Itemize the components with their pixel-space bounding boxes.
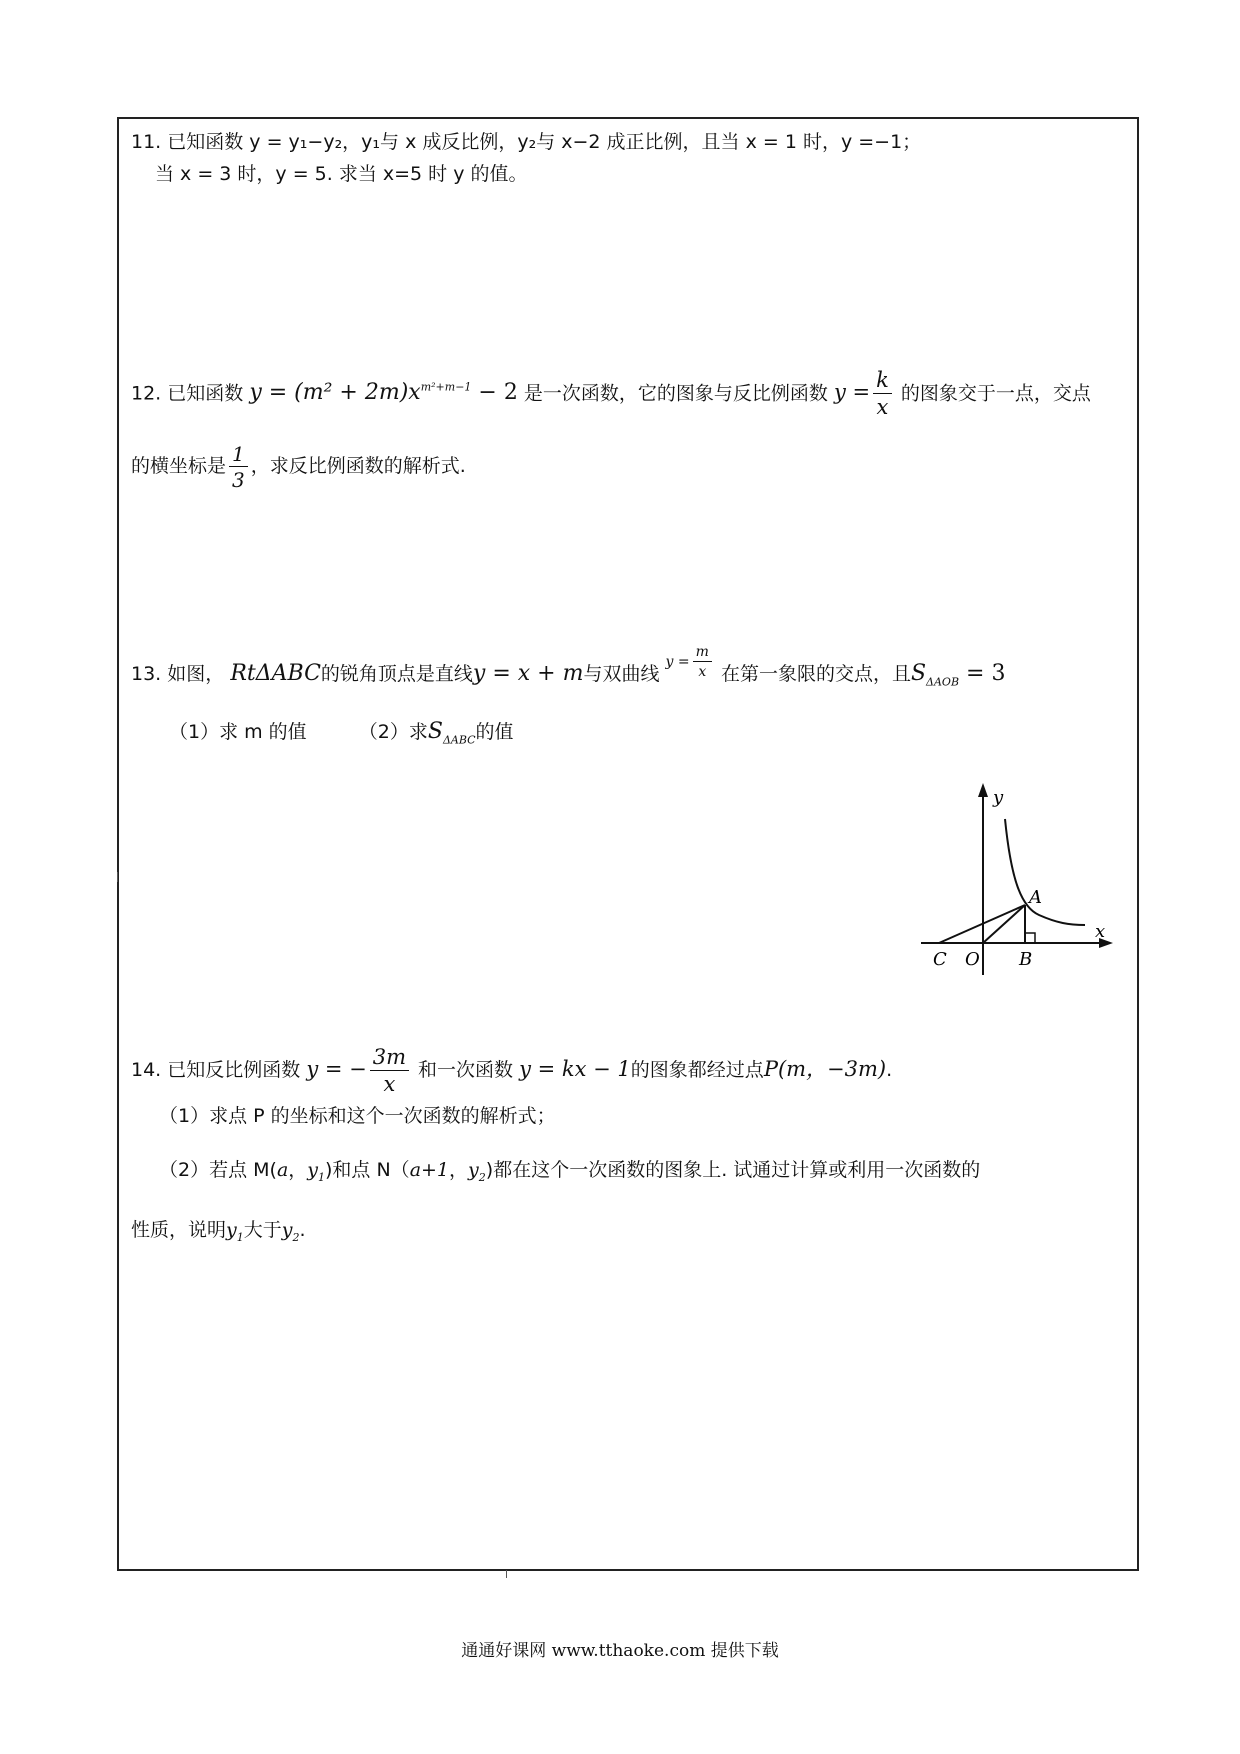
q13-mid3: 在第一象限的交点，且 — [720, 663, 911, 685]
q14-line3 — [131, 1215, 306, 1253]
line-oa — [983, 905, 1025, 943]
q14-y1-var: y — [307, 1159, 319, 1181]
q14-line3-y1-sub: 1 — [236, 1230, 244, 1244]
q13-area-s: S — [910, 661, 927, 686]
q14-y2-sub: 2 — [478, 1170, 486, 1184]
q12-line2-prefix: 的横坐标是 — [131, 455, 227, 477]
q14-linear: y = kx − 1 — [519, 1057, 631, 1081]
q13-part1: （1）求 m 的值 — [169, 721, 307, 743]
q12-mid: 是一次函数，它的图象与反比例函数 — [523, 382, 828, 405]
q13-hyp-lhs: y = — [665, 654, 690, 670]
q12-frac-num: 1 — [229, 444, 248, 467]
q12-function — [249, 380, 518, 405]
q14-line3-c: . — [299, 1219, 306, 1241]
margin-tick — [117, 872, 118, 882]
point-a-label: A — [1029, 887, 1042, 908]
q14-line3-a: 性质，说明 — [131, 1219, 227, 1241]
q13-triangle: RtΔABC — [230, 661, 321, 686]
q14-inv-num: 3m — [370, 1047, 409, 1071]
point-c-label: C — [933, 949, 947, 970]
q13-part2-s: S — [427, 719, 443, 744]
q12-abscissa-frac — [229, 441, 248, 492]
q13-area — [910, 661, 1006, 689]
q14-point: P(m，−3m) — [763, 1057, 887, 1081]
q11-line2: 当 x = 3 时，y = 5. 求当 x=5 时 y 的值。 — [155, 163, 528, 185]
q12-frac-den: 3 — [232, 467, 245, 492]
q12-line2-end: ，求反比例函数的解析式. — [250, 455, 466, 477]
q13-hyp-frac — [693, 645, 712, 679]
q13-part2-area — [427, 719, 476, 747]
q13-part2-sub: ΔABC — [442, 733, 476, 747]
q14-y2-var: y — [468, 1159, 479, 1181]
q12-function-base: y = (m² + 2m)x — [249, 380, 421, 406]
q14-part2-d: ， — [449, 1159, 469, 1181]
q14-line1 — [131, 1043, 892, 1096]
q13-hyp-num: m — [693, 645, 712, 662]
q13-line1 — [131, 644, 1006, 707]
x-axis-label: x — [1095, 921, 1106, 942]
q13-line-eq: y = x + m — [472, 661, 584, 686]
q13-hyp-den: x — [698, 664, 707, 680]
margin-tick — [506, 1570, 507, 1578]
q14-prefix: 14. 已知反比例函数 — [131, 1059, 301, 1081]
q14-y1 — [307, 1159, 326, 1184]
q12-inverse — [833, 367, 895, 419]
q12-inverse-den: x — [876, 394, 889, 419]
q14-line3-y2 — [281, 1219, 300, 1244]
q12-inverse-lhs: y = — [833, 380, 871, 405]
q14-part2-e: )都在这个一次函数的图象上. 试通过计算或利用一次函数的 — [485, 1159, 981, 1181]
q13-mid1: 的锐角顶点是直线 — [320, 663, 473, 685]
footer-credit: 通通好课网 www.tthaoke.com 提供下载 — [461, 1641, 779, 1661]
q13-mid2: 与双曲线 — [583, 663, 660, 685]
q14-part2-a: （2）若点 M( — [159, 1159, 277, 1181]
q14-mid: 和一次函数 — [418, 1059, 514, 1081]
q14-line3-y2-var: y — [281, 1219, 293, 1241]
q14-part2-c: )和点 N（ — [325, 1159, 410, 1181]
q14-y1-sub: 1 — [318, 1170, 326, 1184]
q14-part2-b: ， — [288, 1159, 308, 1181]
worksheet-frame — [117, 117, 1139, 1571]
q14-line3-y2-sub: 2 — [292, 1230, 300, 1244]
q12-line1 — [131, 363, 1091, 418]
q14-part2 — [159, 1155, 980, 1193]
q11-line1: 11. 已知函数 y = y₁−y₂，y₁与 x 成反比例，y₂与 x−2 成正比例，且当 x = 1 时，y =−1； — [131, 131, 922, 153]
point-o-label: O — [965, 949, 980, 970]
q13-part2-prefix: （2）求 — [358, 721, 428, 743]
q14-var-a1: a+1 — [409, 1159, 450, 1181]
q13-figure — [909, 779, 1119, 1009]
q12-end1: 的图象交于一点，交点 — [900, 382, 1091, 405]
q13-area-sub: ΔAOB — [926, 675, 960, 689]
q14-line3-y1 — [226, 1219, 244, 1244]
q14-mid2: 的图象都经过点 — [630, 1059, 764, 1081]
q12-line2 — [131, 441, 466, 491]
q14-inv-frac — [370, 1044, 409, 1096]
q14-end: . — [886, 1059, 893, 1081]
q13-line2 — [169, 717, 514, 755]
right-angle-marker — [1025, 933, 1035, 943]
q14-inv-den: x — [383, 1071, 396, 1096]
y-axis-arrow — [978, 783, 988, 797]
q14-inverse — [306, 1044, 412, 1096]
q12-inverse-frac — [873, 367, 892, 419]
q13-part2-end: 的值 — [475, 721, 514, 743]
q12-exponent: m²+m−1 — [420, 381, 472, 394]
q14-part1: （1）求点 P 的坐标和这个一次函数的解析式； — [159, 1105, 556, 1127]
q14-y2 — [468, 1159, 486, 1184]
q14-line3-b: 大于 — [243, 1219, 282, 1241]
q12-inverse-num: k — [873, 370, 892, 394]
q13-hyperbola — [665, 644, 715, 680]
point-b-label: B — [1019, 949, 1033, 970]
q12-function-tail: − 2 — [471, 380, 518, 406]
q14-inv-lhs: y = − — [306, 1057, 367, 1081]
q14-line3-y1-var: y — [226, 1219, 237, 1241]
q14-var-a: a — [276, 1159, 289, 1181]
q13-prefix: 13. 如图， — [131, 663, 225, 685]
y-axis-label: y — [993, 787, 1004, 808]
q12-prefix: 12. 已知函数 — [131, 382, 244, 405]
q13-area-val: = 3 — [959, 661, 1006, 686]
